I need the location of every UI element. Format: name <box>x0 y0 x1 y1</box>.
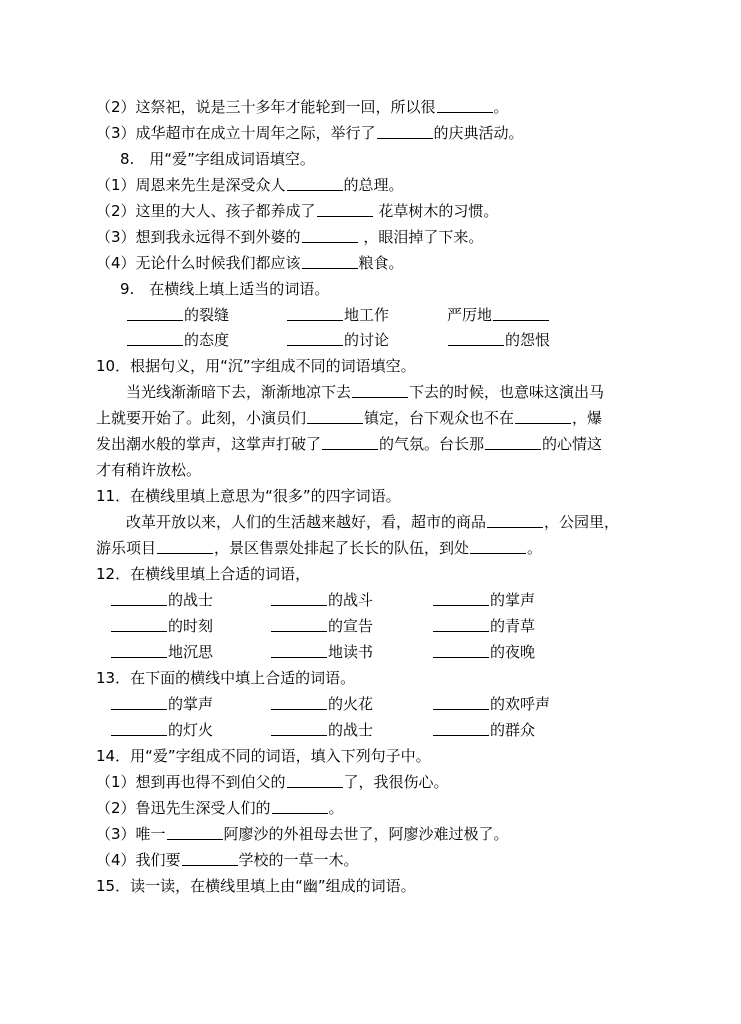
line-text: （2）鲁迅先生深受人们的 <box>96 799 271 817</box>
cell-suffix: 的怨恨 <box>505 331 551 349</box>
answer-blank[interactable] <box>485 433 541 450</box>
answer-blank[interactable] <box>287 329 343 346</box>
word-cell <box>110 614 213 638</box>
answer-blank[interactable] <box>307 407 363 424</box>
line-text: 15．读一读，在横线里填上由“幽”组成的词语。 <box>96 877 416 895</box>
q10-para-3 <box>0 432 741 456</box>
line-text: （4）无论什么时候我们都应该 <box>96 254 301 272</box>
q15-title <box>0 874 741 898</box>
line-text: 11．在横线里填上意思为“很多”的四字词语。 <box>96 487 401 505</box>
cell-suffix: 的战士 <box>328 721 374 739</box>
answer-blank[interactable] <box>111 615 167 632</box>
cell-suffix: 的宣告 <box>328 617 374 635</box>
word-cell <box>286 303 389 327</box>
line-q8_3 <box>0 225 741 249</box>
q14-s3 <box>0 822 741 846</box>
cell-suffix: 的青草 <box>490 617 536 635</box>
line-text: ，景区售票处排起了长长的队伍，到处 <box>214 539 470 557</box>
answer-blank[interactable] <box>377 122 433 139</box>
cell-suffix: 的火花 <box>328 695 374 713</box>
word-cell <box>432 588 535 612</box>
cell-suffix: 的欢呼声 <box>490 695 551 713</box>
cell-suffix: 的夜晚 <box>490 643 536 661</box>
line-l1 <box>0 95 741 119</box>
answer-blank[interactable] <box>352 381 408 398</box>
line-text: 10．根据句义，用“沉”字组成不同的词语填空。 <box>96 357 416 375</box>
line-text: （3）唯一 <box>96 825 166 843</box>
line-text: 才有稍许放松。 <box>96 461 202 479</box>
word-grid-row <box>0 588 741 612</box>
word-cell <box>286 328 389 352</box>
line-l2 <box>0 121 741 145</box>
line-q8_2 <box>0 199 741 223</box>
cell-suffix: 的灯火 <box>168 721 214 739</box>
line-text: ，公园里， <box>544 513 620 531</box>
line-text: （4）我们要 <box>96 851 181 869</box>
word-cell <box>270 588 373 612</box>
answer-blank[interactable] <box>272 797 328 814</box>
cell-suffix: 的群众 <box>490 721 536 739</box>
cell-suffix: 地沉思 <box>168 643 214 661</box>
answer-blank[interactable] <box>287 174 343 191</box>
word-cell <box>432 692 550 716</box>
answer-blank[interactable] <box>515 407 571 424</box>
line-text: 12．在横线里填上合适的词语， <box>96 565 311 583</box>
line-q8_4 <box>0 251 741 275</box>
answer-blank[interactable] <box>433 589 489 606</box>
cell-suffix: 地工作 <box>344 306 390 324</box>
line-text: 发出潮水般的掌声，这掌声打破了 <box>96 435 322 453</box>
line-text: 当光线渐渐暗下去，渐渐地凉下去 <box>126 383 352 401</box>
answer-blank[interactable] <box>433 719 489 736</box>
line-text: ，眼泪掉了下来。 <box>358 228 484 246</box>
line-text: 14．用“爱”字组成不同的词语，填入下列句子中。 <box>96 747 431 765</box>
line-text: 改革开放以来，人们的生活越来越好，看，超市的商品 <box>126 513 487 531</box>
q11-title <box>0 484 741 508</box>
line-text: 上就要开始了。此刻，小演员们 <box>96 409 307 427</box>
answer-blank[interactable] <box>157 537 213 554</box>
word-cell <box>126 303 229 327</box>
word-cell <box>432 640 535 664</box>
q10-para-1 <box>0 380 741 404</box>
cell-suffix: 的讨论 <box>344 331 390 349</box>
answer-blank[interactable] <box>271 589 327 606</box>
answer-blank[interactable] <box>271 641 327 658</box>
line-text: 阿廖沙的外祖母去世了，阿廖沙难过极了。 <box>223 825 509 843</box>
q14-s1 <box>0 770 741 794</box>
line-text: 粮食。 <box>358 254 404 272</box>
line-text: （2）这里的大人、孩子都养成了 <box>96 202 316 220</box>
word-grid-row <box>0 614 741 638</box>
answer-blank[interactable] <box>317 200 373 217</box>
line-text: 的庆典活动。 <box>433 124 524 142</box>
line-q8 <box>0 147 741 171</box>
line-q9 <box>0 277 741 301</box>
word-grid-row <box>0 692 741 716</box>
line-text: ，爆 <box>572 409 603 427</box>
line-text: 8. 用“爱”字组成词语填空。 <box>120 150 315 168</box>
answer-blank[interactable] <box>111 589 167 606</box>
q14-s2 <box>0 796 741 820</box>
word-cell <box>110 588 213 612</box>
word-cell <box>270 692 373 716</box>
word-cell <box>110 692 213 716</box>
word-cell <box>447 303 550 327</box>
q14-title <box>0 744 741 768</box>
word-cell <box>432 718 535 742</box>
word-cell <box>110 640 213 664</box>
answer-blank[interactable] <box>167 823 223 840</box>
line-text: 花草树木的习惯。 <box>373 202 499 220</box>
line-text: 镇定，台下观众也不在 <box>364 409 515 427</box>
word-cell <box>270 614 373 638</box>
answer-blank[interactable] <box>433 615 489 632</box>
cell-suffix: 的战斗 <box>328 591 374 609</box>
q10-title <box>0 354 741 378</box>
answer-blank[interactable] <box>287 771 343 788</box>
answer-blank[interactable] <box>487 511 543 528</box>
cell-suffix: 的战士 <box>168 591 214 609</box>
word-grid-row <box>0 718 741 742</box>
q10-para-4 <box>0 458 741 482</box>
q13-title <box>0 666 741 690</box>
line-text: （3）想到我永远得不到外婆的 <box>96 228 301 246</box>
word-grid-row <box>0 303 741 327</box>
line-text: 9. 在横线上填上适当的词语。 <box>120 280 330 298</box>
word-grid-row <box>0 328 741 352</box>
line-text: （1）想到再也得不到伯父的 <box>96 773 286 791</box>
cell-suffix: 的裂缝 <box>184 306 230 324</box>
answer-blank[interactable] <box>493 304 549 321</box>
word-cell <box>270 718 373 742</box>
q11-para-1 <box>0 510 741 534</box>
q12-title <box>0 562 741 586</box>
cell-prefix: 严厉地 <box>447 306 493 324</box>
word-cell <box>270 640 373 664</box>
cell-suffix: 的掌声 <box>490 591 536 609</box>
line-q8_1 <box>0 173 741 197</box>
line-text: 下去的时候，也意味这演出马 <box>409 383 605 401</box>
line-text: 。 <box>527 539 543 557</box>
line-text: 。 <box>328 799 344 817</box>
word-cell <box>126 328 229 352</box>
answer-blank[interactable] <box>437 96 493 113</box>
line-text: （2）这祭祀，说是三十多年才能轮到一回，所以很 <box>96 98 436 116</box>
answer-blank[interactable] <box>433 693 489 710</box>
q11-para-2 <box>0 536 741 560</box>
line-text: 13．在下面的横线中填上合适的词语。 <box>96 669 356 687</box>
cell-suffix: 地读书 <box>328 643 374 661</box>
answer-blank[interactable] <box>302 252 358 269</box>
line-text: （3）成华超市在成立十周年之际，举行了 <box>96 124 376 142</box>
answer-blank[interactable] <box>433 641 489 658</box>
line-text: 。 <box>493 98 509 116</box>
line-text: 的心情这 <box>542 435 603 453</box>
answer-blank[interactable] <box>127 329 183 346</box>
answer-blank[interactable] <box>271 615 327 632</box>
word-cell <box>432 614 535 638</box>
cell-suffix: 的态度 <box>184 331 230 349</box>
q10-para-2 <box>0 406 741 430</box>
line-text: 的总理。 <box>343 176 404 194</box>
answer-blank[interactable] <box>470 537 526 554</box>
q14-s4 <box>0 848 741 872</box>
answer-blank[interactable] <box>302 226 358 243</box>
answer-blank[interactable] <box>111 693 167 710</box>
answer-blank[interactable] <box>111 719 167 736</box>
line-text: 了，我很伤心。 <box>343 773 449 791</box>
answer-blank[interactable] <box>448 329 504 346</box>
answer-blank[interactable] <box>271 693 327 710</box>
answer-blank[interactable] <box>322 433 378 450</box>
answer-blank[interactable] <box>111 641 167 658</box>
answer-blank[interactable] <box>271 719 327 736</box>
cell-suffix: 的时刻 <box>168 617 214 635</box>
cell-suffix: 的掌声 <box>168 695 214 713</box>
answer-blank[interactable] <box>287 304 343 321</box>
word-cell <box>110 718 213 742</box>
word-grid-row <box>0 640 741 664</box>
word-cell <box>447 328 550 352</box>
line-text: （1）周恩来先生是深受众人 <box>96 176 286 194</box>
line-text: 学校的一草一木。 <box>238 851 359 869</box>
answer-blank[interactable] <box>182 849 238 866</box>
answer-blank[interactable] <box>127 304 183 321</box>
line-text: 游乐项目 <box>96 539 157 557</box>
line-text: 的气氛。台长那 <box>379 435 485 453</box>
